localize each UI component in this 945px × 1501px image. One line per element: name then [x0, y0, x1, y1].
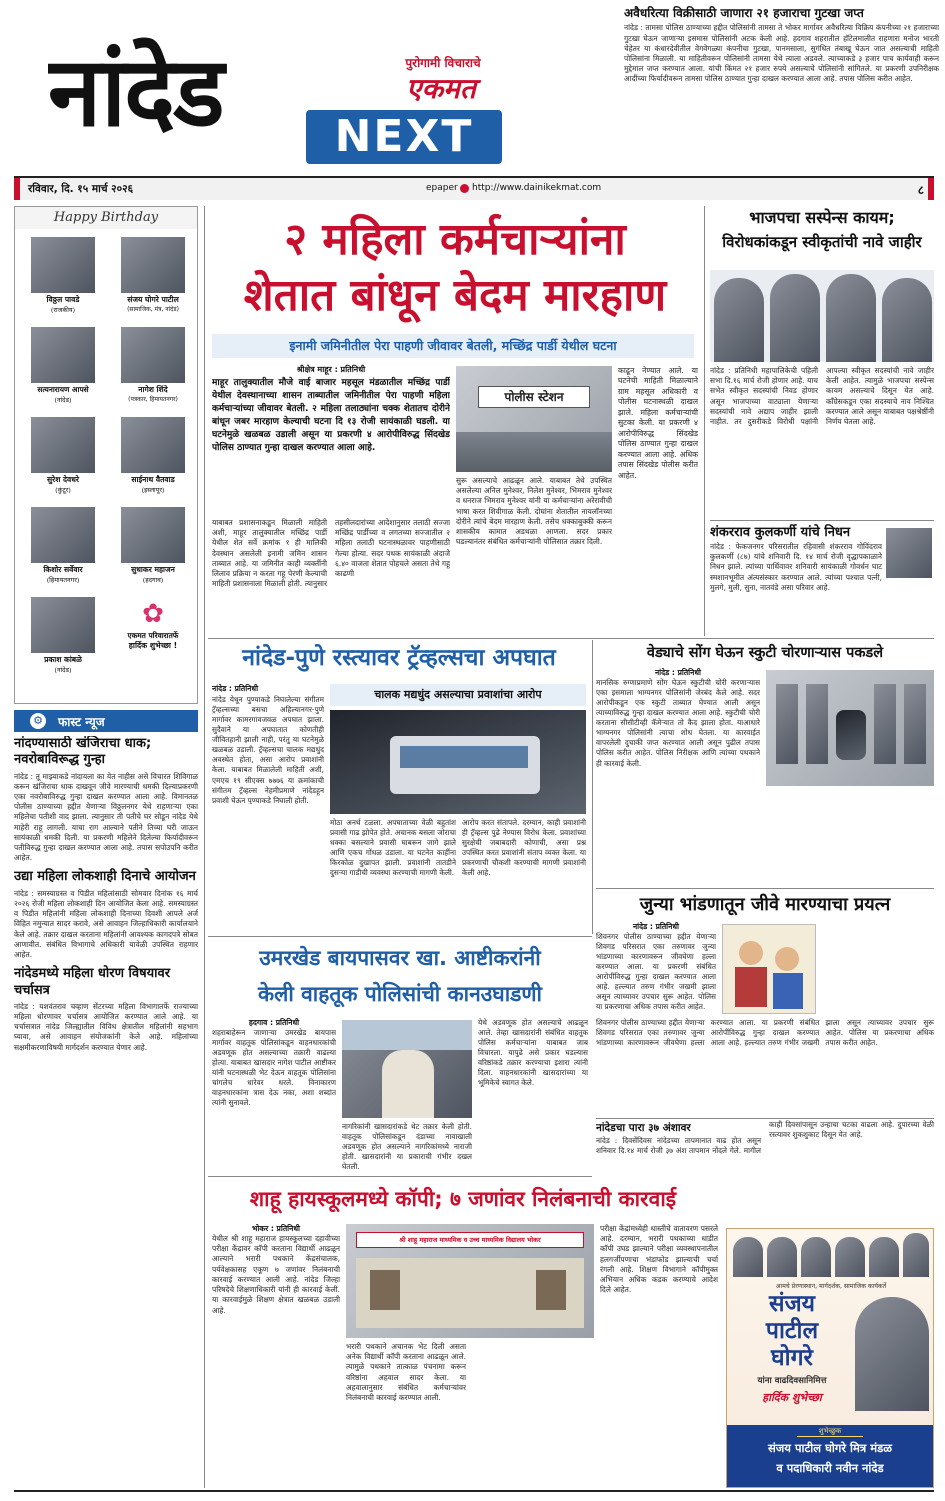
shahu-body: येथील श्री शाहू महाराज हायस्कूलच्या दहावीच्या परीक्षा केंद्रावर कॉपी करताना विद्यार्थी आढळून आल्याने भरारी पथकाने केंद्रसंचालक, पर्यवेक्षकासह एकूण ७ जणांवर निलंबनाची कारवाई करण्यात आली आहे. नांदेड जिल्हा परिषदेचे शिक्षणाधिकारी यांनी ही कारवाई केली. या कारवाईमुळे शिक्षण क्षेत्रात खळबळ उडाली आहे.: [212, 1234, 340, 1315]
person-role: (हदगाव): [142, 576, 164, 584]
person-role: (नांदेड): [54, 666, 72, 674]
bjp-photos: [710, 270, 934, 362]
person-name: सुधाकर महाजन: [131, 565, 175, 574]
news-body: नांदेड : यशवंतराव चव्हाण सेंटरच्या महिला विभागातर्फे राज्याच्या महिला धोरणावर चर्चासत्र आयोजित करण्यात आले आहे. या चर्चासत्रात नांदेड जिल्ह्यातील विविध क्षेत्रातील महिलांनी सहभाग घ्यावा, असे आवाहन संयोजकांनी केले आहे. महिलांच्या सक्षमीकरणाविषयी मार्गदर्शन करण्यात येणार आहे.: [14, 1001, 198, 1052]
lead-col-2: [456, 476, 612, 636]
mercury-headline: नांदेडचा पारा ३७ अंशावर: [596, 1122, 691, 1134]
fight-illustration: [722, 924, 816, 1014]
umarkhed-headline-line2: केली वाहतूक पोलिसांची कानउघाडणी: [258, 982, 542, 1006]
news-headline: नांदेडमध्ये महिला धोरण विषयावर चर्चासत्र: [14, 966, 171, 998]
bjp-headline-line2: विरोधकांकडून स्वीकृतांची नावे जाहीर: [722, 233, 922, 251]
person-name: संजय घोगरे पाटील: [127, 295, 179, 304]
portrait-photo: [886, 528, 932, 578]
scooty-arrest-photo: [766, 670, 934, 786]
shahu-headline-text: शाहू हायस्कूलमध्ये कॉपी; ७ जणांवर निलंबनाची कारवाई: [249, 1187, 677, 1211]
lead-col-1: [212, 518, 450, 636]
fast-news-list: [14, 736, 198, 1488]
lead-headline-line1: २ महिला कर्मचाऱ्यांना: [284, 214, 626, 265]
lead-subhead: इनामी जमिनीतील पेरा पाहणी जीवावर बेतली, मच्छिंद्र पार्डी येथील घटना: [289, 338, 617, 353]
birthday-box: [14, 206, 198, 704]
fast-news-item: [14, 869, 198, 960]
travels-body: आरोप करत संतापले. दरम्यान, काही प्रवाशांनी ही ट्रॅव्हल्स पुढे नेण्यास विरोध केला. प्रवाशांच्या सुरक्षेची जबाबदारी कोणाची, असा प्रश्न उपस्थित करत प्रवाशांनी संताप व्यक्त केला. या प्रकरणाची चौकशी करण्याची मागणी प्रवाशांनी केली आहे.: [462, 818, 586, 878]
utensils-headline: [596, 890, 934, 920]
fast-news-item: [14, 736, 198, 863]
birthday-person: [29, 417, 97, 494]
ad-script: हार्दिक शुभेच्छा: [762, 1391, 822, 1404]
mp-photo: [342, 1020, 472, 1118]
shahu-body: भरारी पथकाने अचानक भेट दिली असता अनेक विद्यार्थी कॉपी करताना आढळून आले. त्यामुळे पथकाने तात्काळ पंचनामा करून वरिष्ठांना अहवाल सादर केला. या अहवालानुसार संबंधित कर्मचाऱ्यांवर निलंबनाची कारवाई करण्यात आली.: [346, 1342, 466, 1403]
umarkhed-col-1: [212, 1018, 336, 1144]
portrait-photo: [121, 417, 185, 473]
top-story: [624, 6, 939, 174]
scooty-body-text: मानसिक रुग्णाप्रमाणे सोंग घेऊन स्कुटीची चोरी करणाऱ्यास एका इसमाला भाग्यनगर पोलिसांनी जेरबंद केले आहे. सदर आरोपीकडून एक स्कुटी ताब्यात घेण्यात आली असून त्याच्याविरुद्ध गुन्हा दाखल करण्यात आला आहे. स्कुटीची चोरी करताना सीसीटीव्ही कॅमेऱ्यात तो कैद झाला होता. याआधारे भाग्यनगर पोलिसांनी त्याचा शोध घेतला. या कारवाईत वापरलेली दुचाकी जप्त करण्यात आली असून पुढील तपास पोलिस करीत आहेत. पोलिस निरीक्षक आणि त्यांच्या पथकाने ही कारवाई केली.: [596, 678, 760, 768]
mercury-body: नांदेड : दिवसेंदिवस नांदेडच्या तापमानात वाढ होत असून शनिवार दि.१४ मार्च रोजी ३७ अंश तापमान नोंदले गेले. मागील काही दिवसांपासून उन्हाचा चटका वाढला आहे. दुपारच्या वेळी रस्त्यावर शुकशुकाट दिसून येत आहे.: [596, 1120, 934, 1156]
travels-subhead-bar: [330, 684, 586, 706]
lead-subhead-bar: [212, 334, 694, 358]
ad-from-line: व पदाधिकारी नवीन नांदेड: [776, 1461, 884, 1475]
ad-name-line: घोगरे: [771, 1345, 813, 1371]
ad-from-label: शुभेच्छुक: [797, 1427, 863, 1437]
portrait-photo: [31, 417, 95, 473]
umarkhed-col-2: [342, 1122, 472, 1172]
next-logo: [306, 110, 502, 164]
birthday-ad: [726, 1228, 934, 1488]
school-photo: [346, 1224, 594, 1338]
shahu-col-3: [600, 1224, 718, 1488]
person-name: सत्यनारायण आपसे: [37, 385, 89, 394]
ad-name-block: [733, 1291, 851, 1405]
flower-icon: ✿: [142, 599, 164, 629]
gear-icon: ⚙: [30, 713, 46, 729]
top-story-body: नांदेड : तामसा पोलिस ठाण्याच्या हद्दीत पोलिसांनी तामसा ते भोकर मार्गावर अवैधरित्या विक्रिय कंपनीच्या २१ हजाराच्या गुटखा घेऊन जाणाऱ्या इसमास पोलिसांनी अटक केली आहे. हदगाव शहरातील हॉटेलमालीत राहणारा मनोज भारती चेहेतर या कंधारदेवीतील वेगवेगळ्या कंपनीचा गुटखा, पानमसाला, सुगंधित तंबाखू घेऊन जात असल्याची माहिती पोलिसांना मिळाली. या माहितीवरून पोलिसांनी तामसा येथे त्याला अडवले. त्याच्याकडे ३ हजार पाच कार्यवाही करून मुद्देमाल जप्त करण्यात आला. यांची किंमत २१ हजार रुपये असल्याचे पोलिसांनी सांगितले. या प्रकरणी उपनिरीक्षक आदींच्या फिर्यादीवरून तामसा पोलिस ठाण्यात गुन्हा दाखल करण्यात आला आहे. तपास पोलिस करीत आहेत.: [624, 23, 939, 84]
person-name: प्रकाश कांबळे: [44, 655, 82, 664]
portrait-photo: [31, 597, 95, 653]
travels-col-1: [212, 684, 324, 804]
masthead-city: [48, 32, 308, 162]
news-body: नांदेड : समस्याग्रस्त व पिडीत महिलांसाठी सोमवार दिनांक १६ मार्च २०२६ रोजी महिला लोकशाही दिन आयोजित केला आहे. समस्याग्रस्त व पिडीत महिलांनी महिला लोकशाही दिनाच्या दिवशी आपले अर्ज विहित नमुन्यात सादर करावे, असे आवाहन जिल्हाधिकारी कार्यालयाने केले आहे. तक्रार दाखल करताना महिलांनी आवश्यक कागदपत्रे सोबत आणावीत. संबंधित विभागाचे अधिकारी यावेळी उपस्थित राहणार आहेत.: [14, 888, 198, 960]
scooty-headline-text: वेड्याचे सोंग घेऊन स्कुटी चोरणाऱ्यास पकडले: [646, 645, 884, 661]
umarkhed-headline-line1: उमरखेड बायपासवर खा. आष्टीकरांनी: [259, 946, 541, 970]
ad-wish: यांना वाढदिवसानिमित्त: [757, 1376, 827, 1386]
portrait-photo: [121, 507, 185, 563]
bjp-headline-line1: भाजपचा सस्पेन्स कायम;: [749, 208, 895, 227]
scooty-headline: [596, 640, 934, 666]
website-link[interactable]: http://www.dainikekmat.com: [472, 183, 602, 193]
page-number: ८: [917, 183, 924, 197]
portrait-photo: [31, 327, 95, 383]
utensils-headline-text: जुन्या भांडणातून जीवे मारण्याचा प्रयत्न: [639, 894, 891, 915]
masthead-tagline: [373, 54, 513, 72]
umarkhed-dateline: हदगाव : प्रतिनिधी: [248, 1018, 300, 1027]
fast-news-title: फास्ट न्यूज: [58, 715, 105, 729]
city-name: नांदेड: [48, 36, 223, 148]
lead-intro-text: माहूर तालुक्यातील मौजे वाई बाजार महसूल मंडळातील मच्छिंद्र पार्डी येथील देवस्थानाच्या शासन ताब्यातील जमिनीतील पेरा पाहणी महिला कर्मचाऱ्यांच्या जीवावर बेतली. २ महिला तलाठ्यांना चक्क शेतातच दोरीने बांधून जबर मारहाण केल्याची घटना दि १३ रोजी सायंकाळी घडली. या घटनेमुळे खळबळ उडाली असून या प्रकरणी ४ आरोपीविरुद्ध सिंदखेड पोलिस ठाण्यात गुन्हा दाखल करण्यात आला आहे.: [212, 378, 450, 454]
portrait-photo: [121, 237, 185, 293]
travels-col-2: [330, 818, 456, 934]
travels-dateline: नांदेड : प्रतिनिधी: [212, 684, 259, 693]
greeting-line: एकमत परिवारातर्फे: [127, 631, 179, 640]
police-station-photo: [456, 366, 612, 472]
ad-portrait-photo: [855, 1297, 929, 1411]
travels-headline: [212, 640, 586, 678]
utensils-body: [822, 922, 934, 923]
person-role: (राजकीय): [50, 306, 76, 314]
person-role: (पत्रकार, हिमायतनगर): [128, 396, 178, 403]
greeting-line: हार्दिक शुभेच्छा !: [128, 641, 178, 650]
travels-body: मोठा अनर्थ टळला. अपघाताच्या वेळी बहुतांश प्रवासी गाढ झोपेत होते. अचानक बसला जोराचा धक्का बसल्याने प्रवासी घाबरून जागे झाले आणि एकच गोंधळ उडाला. या घटनेत काहींना किरकोळ दुखापत झाली. प्रवाशांनी तातडीने दुसऱ्या गाडीची व्यवस्था करण्याची मागणी केली.: [330, 818, 456, 878]
globe-icon: [460, 184, 469, 193]
umarkhed-body: शहराबाहेरून जाणाऱ्या उमरखेड बायपास मार्गावर वाहतूक पोलिसांकडून वाहनधारकांची अडवणूक होत असल्याच्या तक्रारी वाढल्या होत्या. याबाबत खासदार नागेश पाटील आष्टीकर यांनी घटनास्थळी भेट देऊन वाहतूक पोलिसांना चांगलेच धारेवर धरले. विनाकारण वाहनधारकांना त्रास देऊ नका, अशा शब्दांत त्यांनी सुनावले.: [212, 1028, 336, 1108]
next-logo-text: NEXT: [334, 111, 474, 162]
lead-col-3: [618, 366, 698, 636]
travels-subhead: चालक मद्यधुंद असल्याचा प्रवाशांचा आरोप: [374, 688, 542, 701]
utensils-col-3: [596, 1018, 934, 1116]
shahu-col-2: [346, 1342, 466, 1488]
portrait-photo: [826, 274, 876, 362]
person-role: (कुंटूर): [55, 486, 71, 494]
utensils-dateline: नांदेड : प्रतिनिधी: [632, 922, 680, 931]
portrait-photo: [121, 327, 185, 383]
person-name: किशोर सर्वेवार: [43, 565, 83, 574]
person-name: सुरेश देवधरे: [46, 475, 80, 484]
travels-col-3: [462, 818, 586, 934]
news-body: नांदेड : तू माझ्याकडे नांदायला का येत नाहीस असे विचारत शिविगाळ करून खंजिराचा धाक दाखवून जीवे मारण्याची धमकी दिल्याप्रकरणी एका नवरोबाविरुद्ध गुन्हा दाखल करण्यात आला आहे. विमानतळ पोलीस ठाण्याच्या हद्दीत येणाऱ्या विठ्ठलनगर येथे राहणाऱ्या एका महिलेचा पतीशी वाद झाला. त्यानुसार ती पतीचे घर सोडून नांदेड येथे माहेरी राहू लागली. याचा राग आल्याने पतीने तिच्या घरी जाऊन सायंकाळी धमकी दिली. या प्रकरणी महिलेने दिलेल्या फिर्यादीवरून पतीविरुद्ध गुन्हा दाखल करण्यात आला आहे. तपास सपोउपनि करीत आहेत.: [14, 771, 198, 863]
shahu-dateline: भोकर : प्रतिनिधी: [251, 1224, 300, 1233]
scooty-dateline: नांदेड : प्रतिनिधी: [654, 668, 702, 677]
lead-headline: [212, 212, 698, 328]
masthead-brand: [386, 72, 496, 108]
portrait-photo: [770, 274, 820, 362]
birthday-person: [29, 327, 97, 404]
fast-news-item: [14, 966, 198, 1053]
birthday-title: Happy Birthday: [15, 207, 197, 229]
person-role: (हिमायतनगर): [46, 576, 80, 584]
lead-body: याबाबत प्रशासनाकडून मिळाली माहिती अशी, माहूर तालुक्यातील मच्छिंद्र पार्डी येथील शेत सर्वे क्रमांक १ ही मालिकी देवस्थान असलेली इनामी जमिन शासन ताब्यात आहे. या जमिनीत काही व्यक्तींनी लिलाव प्रक्रिया न करता गहू पेरणी केल्याची माहिती प्रशासनाला मिळाली होती. त्यानुसार तहसीलदारांच्या आदेशानुसार तलाठी सज्जा मच्छिंद्र पार्डीच्या व लगतच्या सज्जातील २ महिला तलाठी घटनास्थळावर पाहणीसाठी गेल्या होत्या. सदर पथक सायंकाळी अंदाजे ६.४० वाजता शेतात पोहचले असता तेथे गहू काढणी: [212, 518, 450, 589]
bjp-body-text: नांदेड : प्रतिनिधी महापालिकेची पहिली सभा दि.१६ मार्च रोजी होणार आहे. याच सभेत स्वीकृत सदस्यांची निवड होणार असून भाजपाच्या वाट्याला येणाऱ्या सदस्यांची नावे अद्याप जाहीर झाली नाहीत. तर दुसरीकडे विरोधी पक्षांनी आपल्या स्वीकृत सदस्यांची नावे जाहीर केली आहेत. त्यामुळे भाजपचा सस्पेन्स कायम असल्याचे दिसून येत आहे. काँग्रेसकडून एका सदस्याचे नाव निश्चित करण्यात आले असून याबाबत पक्षश्रेष्ठींनी निर्णय घेतला आहे.: [710, 366, 934, 427]
ad-name-line: संजय: [769, 1291, 815, 1317]
portrait-photo: [714, 278, 764, 362]
umarkhed-col-3: [478, 1018, 588, 1142]
bjp-body: [710, 366, 934, 516]
birthday-person: [115, 417, 191, 494]
obituary-body: नांदेड : फेकजनगर परिसरातील रहिवासी शंकरराव गोविंदराव कुलकर्णी (८७) यांचे शनिवारी दि. १४ मार्च रोजी वृद्धापकाळाने निधन झाले. त्यांच्या पार्थिवावर शनिवारी सायंकाळी गोवर्धन घाट स्मशानभूमीत अंत्यसंस्कार करण्यात आले. त्यांच्या पश्चात पत्नी, मुलगे, मुली, सुना, नातवंडे असा परिवार आहे.: [710, 542, 882, 592]
ad-leaders-row: [733, 1233, 929, 1279]
ekmat-logo: एकमत: [406, 72, 476, 105]
news-headline: नांदण्यासाठी खंजिराचा धाक; नवरोबाविरूद्ध गुन्हा: [14, 736, 152, 768]
umarkhed-body: येथे अडवणूक होत असल्याचे आढळून आले. तेव्हा खासदारांनी संबंधित वाहतूक पोलिस कर्मचाऱ्यांना याबाबत जाब विचारला. यापुढे असे प्रकार घडल्यास वरिष्ठांकडे तक्रार करण्याचा इशारा त्यांनी दिला. वाहनधारकांनी खासदारांच्या या भूमिकेचे स्वागत केले.: [478, 1018, 588, 1088]
portrait-photo: [31, 237, 95, 293]
person-name: साईनाथ वैतवाड: [131, 475, 175, 484]
person-name: नागेश शिंदे: [138, 385, 168, 394]
ad-name-line: पाटील: [765, 1318, 819, 1344]
top-story-headline: अवैधरित्या विक्रीसाठी जाणारा २१ हजाराचा गुटखा जप्त: [624, 6, 864, 20]
utensils-body: शिवनगर पोलीस ठाण्याच्या हद्दीत येणाऱ्या शिवगड परिसरात एका तरुणावर जुन्या भांडणाच्या कारणावरून जीवघेणा हल्ला करण्यात आला. या प्रकरणी संबंधित आरोपींविरुद्ध गुन्हा दाखल करण्यात आला आहे. हल्ल्यात तरुण गंभीर जखमी झाला असून त्याच्यावर उपचार सुरू आहेत. पोलिस या प्रकरणाचा अधिक तपास करीत आहेत.: [596, 1018, 934, 1048]
bjp-headline: [710, 206, 934, 266]
lead-intro: [212, 364, 450, 514]
portrait-photo: [882, 278, 932, 362]
umarkhed-headline: [212, 940, 588, 1014]
utensils-col-2: [822, 922, 934, 1014]
shahu-col-2b: [472, 1342, 594, 1488]
person-name: विठ्ठल पावडे: [46, 295, 80, 304]
epaper-label: epaper: [426, 183, 458, 193]
person-role: (सामाजिक, मंत्र, नांदेड): [127, 306, 179, 313]
birthday-person: [29, 597, 97, 674]
tagline: पुरोगामी विचाराचे: [405, 56, 481, 70]
news-headline: उद्या महिला लोकशाही दिनाचे आयोजन: [14, 869, 196, 885]
obituary-headline: शंकरराव कुलकर्णी यांचे निधन: [710, 525, 851, 540]
utensils-col-1: [596, 922, 716, 1014]
travels-col-1b: [212, 808, 324, 934]
utensils-body: शिवनगर पोलीस ठाण्याच्या हद्दीत येणाऱ्या शिवगड परिसरात एका तरुणावर जुन्या भांडणाच्या कारणावरून जीवघेणा हल्ला करण्यात आला. या प्रकरणी संबंधित आरोपींविरुद्ध गुन्हा दाखल करण्यात आला आहे. हल्ल्यात तरुण गंभीर जखमी झाला असून त्याच्यावर उपचार सुरू आहेत. पोलिस या प्रकरणाचा अधिक तपास करीत आहेत.: [596, 932, 716, 1012]
birthday-person: [29, 507, 97, 584]
scooty-body: [596, 668, 760, 886]
portrait-photo: [31, 507, 95, 563]
birthday-person: [29, 237, 97, 314]
bus-accident-photo: [330, 710, 586, 814]
travels-body: नांदेड येथून पुण्याकडे निघालेल्या संगीतम ट्रॅव्हल्सच्या बसचा अहिल्यानगर-पुणे मार्गावर कामरगावजवळ अपघात झाला. सुदैवाने या अपघातात कोणतीही जीवितहानी झाली नाही, परंतु या घटनेमुळे खळबळ उडाली. ट्रॅव्हल्सचा चालक मद्यधुंद अवस्थेत होता, असा आरोप प्रवाशांनी केला. याबाबत मिळालेली माहिती अशी, एमएच १९ सीएक्स ७७७६ या क्रमांकाची संगीतम ट्रॅव्हल्स नेहमीप्रमाणे नांदेडहून प्रवाशी घेऊन पुण्याकडे निघाली होती.: [212, 695, 324, 804]
date-bar: [14, 178, 934, 200]
shahu-col-1: [212, 1224, 340, 1488]
fast-news-header: [14, 710, 198, 732]
shahu-headline: [208, 1180, 718, 1218]
umarkhed-body: नागरिकांनी खासदारांकडे थेट तक्रार केली होती. वाहतूक पोलिसांकडून दंडाच्या नावाखाली अडवणूक होत असल्याने नागरिकांमध्ये नाराजी होती. खासदारांनी या प्रकाराची गंभीर दखल घेतली.: [342, 1122, 472, 1172]
birthday-person: [115, 327, 191, 403]
lead-body: सुरू असल्याचे आढळून आले. याबाबत तेथे उपस्थित असलेल्या अनिल मुनेश्वर, निलेश मुनेश्वर, भिमराव मुनेश्वर व धनराज भिमराव मुनेश्वर यांनी या कर्मचाऱ्यांना अरेरावीची भाषा करत शिवीगाळ केली. दोघांना शेतातील नायलॉनच्या दोरीने त्यांचे बेदम मारहाण केली. तसेच धक्काबुक्की करून शासकीय कामात अडथळा आणला. सदर प्रकार घडल्यानंतर संबंधित कर्मचाऱ्यांनी पोलिसात तक्रार दिली.: [456, 476, 612, 547]
school-banner-text: श्री शाहू महाराज माध्यमिक व उच्च माध्यमिक विद्यालय भोकर: [399, 1236, 541, 1244]
lead-headline-line2: शेतात बांधून बेदम मारहाण: [243, 270, 667, 321]
ad-footer: [727, 1425, 933, 1487]
police-station-sign-text: पोलीस स्टेशन: [504, 390, 564, 404]
lead-body: काढून नेण्यात आले. या घटनेची माहिती मिळाल्याने ग्राम महसूल अधिकारी व पोलीस घटनास्थळी दाखल झाले. महिला कर्मचाऱ्यांची सुटका केली. या प्रकरणी ४ आरोपीविरुद्ध सिंदखेड पोलिस ठाण्यात गुन्हा दाखल करण्यात आला आहे. अधिक तपास सिंदखेड पोलीस करीत आहेत.: [618, 366, 698, 480]
birthday-person: [115, 507, 191, 584]
person-role: (नांदेड): [54, 396, 72, 404]
scooty-body-cont: [766, 790, 934, 886]
issue-date: रविवार, दि. १५ मार्च २०२६: [28, 183, 134, 195]
ad-top-line: आमचे प्रेरणास्थान, मार्गदर्शक, सामाजिक कार्यकर्ते: [775, 1283, 887, 1290]
birthday-greeting: [115, 597, 191, 651]
obituary: [710, 524, 934, 636]
person-role: (इस्लापूर): [141, 486, 165, 494]
lead-dateline: श्रीक्षेत्र माहूर : प्रतिनिधी: [296, 365, 366, 374]
travels-headline-text: नांदेड-पुणे रस्त्यावर ट्रॅव्हल्सचा अपघात: [242, 645, 556, 671]
school-banner: [356, 1232, 584, 1248]
police-station-sign: [478, 386, 590, 408]
birthday-person: [115, 237, 191, 313]
ad-from-line: संजय पाटील घोगरे मित्र मंडळ: [768, 1441, 892, 1455]
shahu-body: परीक्षा केंद्रांमध्येही धास्तीचे वातावरण पसरले आहे. दरम्यान, भरारी पथकाच्या धाडीत कॉपी उघड झाल्याने परीक्षा व्यवस्थापनातील हलगर्जीपणाचा भंडाफोड झाल्याची चर्चा रंगली आहे. शिक्षण विभागाने कॉपीमुक्त अभियान अधिक कडक करण्याचे आदेश दिले आहेत.: [600, 1224, 718, 1295]
